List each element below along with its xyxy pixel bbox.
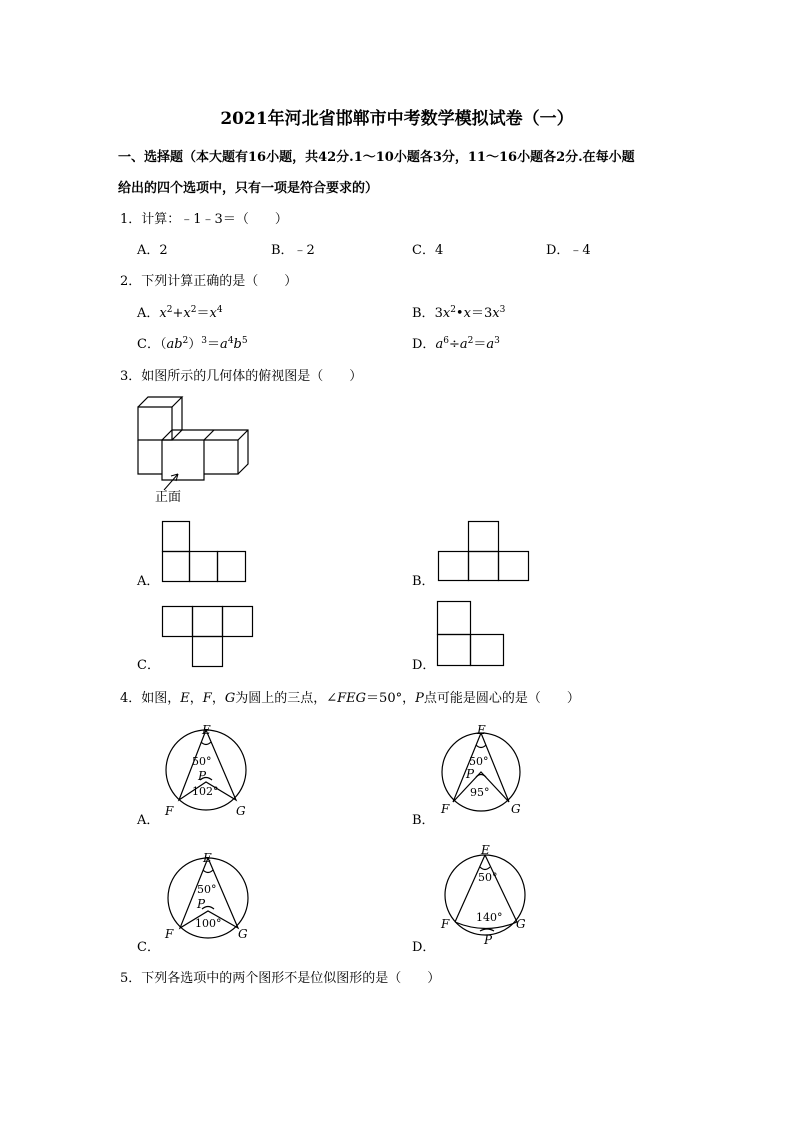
q4-c-point-g: G	[238, 927, 248, 941]
q1-option-b: B．﹣2	[271, 243, 315, 258]
q4-option-a-label: A．	[137, 813, 160, 828]
q4-a-top-angle: 50°	[192, 755, 212, 768]
q3-solid-figure	[132, 392, 254, 504]
q4-stem: 4．如图，E，F，G为圆上的三点，∠FEG＝50°，P点可能是圆心的是（ ）	[120, 691, 580, 706]
q4-b-center-angle: 95°	[470, 786, 490, 799]
q4-b-point-e: E	[477, 723, 486, 737]
q1-stem: 1．计算：﹣1﹣3＝（ ）	[120, 212, 288, 227]
q3-option-b-figure	[436, 520, 532, 584]
q4-c-point-f: F	[165, 927, 174, 941]
q5-stem: 5．下列各选项中的两个图形不是位似图形的是（ ）	[120, 971, 441, 986]
q4-option-a-figure	[160, 720, 260, 820]
q4-c-top-angle: 50°	[197, 883, 217, 896]
q4-d-point-e: E	[481, 843, 490, 857]
q4-c-center-angle: 100°	[195, 917, 222, 930]
section1-heading-line2: 给出的四个选项中，只有一项是符合要求的）	[118, 181, 379, 196]
q4-b-top-angle: 50°	[469, 755, 489, 768]
q4-b-point-p: P	[466, 767, 475, 781]
q4-a-point-e: E	[202, 723, 211, 737]
q2-option-c: C．$(ab^2)^3=a^4b^5$	[137, 336, 248, 352]
q3-stem: 3．如图所示的几何体的俯视图是（ ）	[120, 369, 363, 384]
q4-b-point-g: G	[511, 802, 521, 816]
q4-d-top-angle: 50°	[478, 871, 498, 884]
q4-option-b-label: B．	[412, 813, 435, 828]
q4-c-point-p: P	[197, 897, 206, 911]
q1-option-c: C．4	[412, 243, 444, 258]
q3-option-a-label: A．	[137, 574, 160, 589]
paper-title: 2021年河北省邯郸市中考数学模拟试卷（一）	[220, 109, 574, 129]
q4-option-c-figure	[160, 848, 260, 948]
q4-a-point-p: P	[198, 769, 207, 783]
q3-option-a-figure	[160, 520, 250, 584]
q3-option-c-figure	[160, 605, 256, 669]
q4-option-b-figure	[436, 720, 536, 820]
q3-option-d-figure	[436, 600, 506, 668]
q4-d-point-f: F	[441, 917, 450, 931]
q4-a-center-angle: 102°	[192, 785, 219, 798]
q2-option-a: A．$x^2+x^2=x^4$	[137, 305, 223, 321]
q4-option-c-label: C．	[137, 940, 160, 955]
q2-option-b: B．$3x^2•x=3x^3$	[412, 305, 506, 321]
q3-option-c-label: C．	[137, 658, 160, 673]
q4-option-d-label: D．	[412, 940, 436, 955]
q1-option-d: D．﹣4	[546, 243, 591, 258]
q1-option-a: A．2	[137, 243, 168, 258]
q3-option-b-label: B．	[412, 574, 435, 589]
q2-stem: 2．下列计算正确的是（ ）	[120, 274, 298, 289]
q4-a-point-g: G	[236, 804, 246, 818]
q4-c-point-e: E	[203, 851, 212, 865]
q4-b-point-f: F	[441, 802, 450, 816]
q4-d-point-g: G	[516, 917, 526, 931]
q3-option-d-label: D．	[412, 658, 436, 673]
q4-a-point-f: F	[165, 804, 174, 818]
q4-option-d-figure	[436, 840, 536, 950]
q4-d-point-p: P	[484, 933, 493, 947]
section1-heading-line1: 一、选择题（本大题有16小题，共42分.1～10小题各3分，11～16小题各2分.在每小题	[118, 150, 635, 165]
q3-front-label: 正面	[155, 490, 182, 505]
q4-d-center-angle: 140°	[476, 911, 503, 924]
q2-option-d: D．$a^6\div a^2=a^3$	[412, 336, 500, 352]
